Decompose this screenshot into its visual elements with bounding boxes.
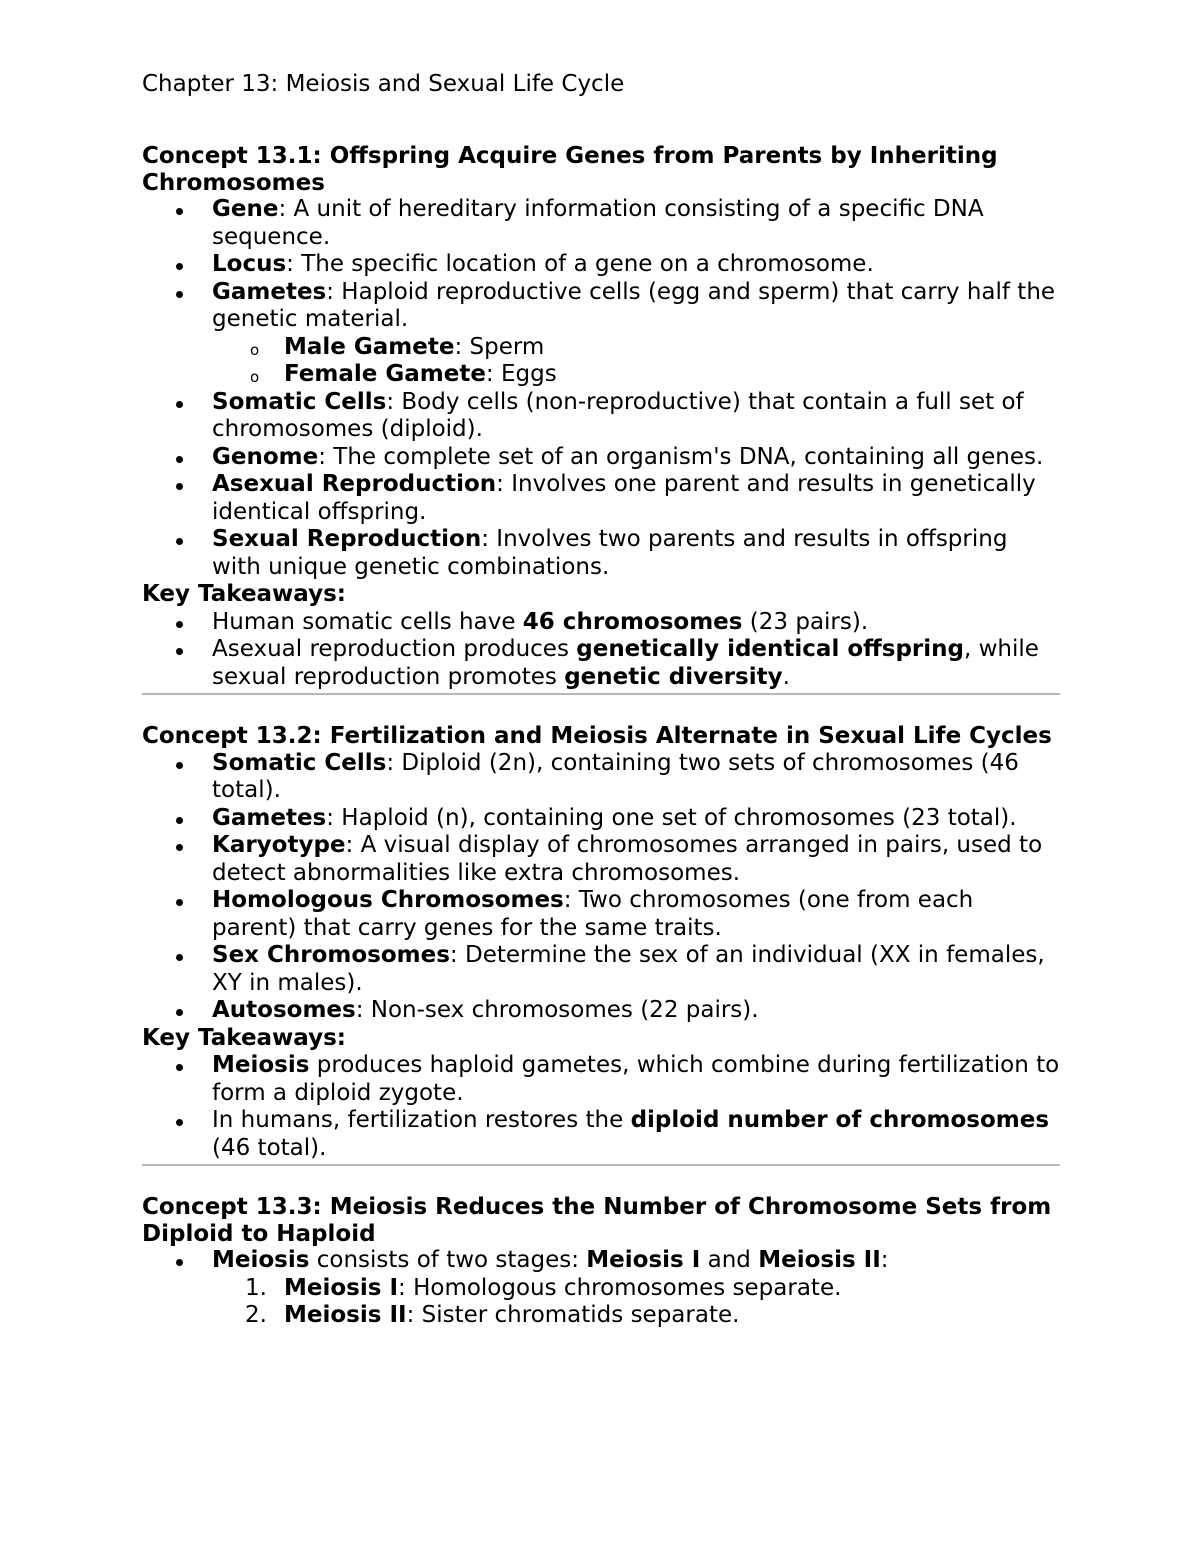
definition-male-gamete: : Sperm: [454, 333, 545, 360]
list-item-somatic-cells: [142, 389, 1060, 444]
concept-13-1-section: [142, 143, 1060, 691]
definition-gene: : A unit of hereditary information consisting of a specific DNA sequence.: [212, 196, 984, 250]
term-gene: Gene: [212, 196, 279, 222]
term-gametes: Gametes: [212, 804, 327, 831]
definition-somatic-cells: : Diploid (2n), containing two sets of chromosomes (46 total).: [212, 749, 1019, 803]
list-item-karyotype: [142, 832, 1060, 887]
term-sexual-reproduction: Sexual Reproduction: [212, 526, 482, 552]
takeaway-text: In humans, fertilization restores the: [212, 1107, 631, 1133]
concept-13-2-takeaways-list: [142, 1052, 1060, 1162]
sublist-item-female-gamete: [212, 361, 1060, 389]
definition-locus: : The specific location of a gene on a chromosome.: [286, 251, 874, 277]
term-meiosis-i: Meiosis I: [586, 1247, 701, 1273]
takeaway-emphasis: 46 chromosomes: [522, 608, 743, 635]
term-meiosis-i: Meiosis I: [284, 1274, 399, 1301]
term-meiosis-ii: Meiosis II: [758, 1247, 881, 1273]
takeaway-text: , while sexual reproduction promotes: [212, 636, 1039, 690]
term-gametes: Gametes: [212, 278, 327, 305]
term-locus: Locus: [212, 251, 287, 277]
concept-13-1-takeaways-list: [142, 609, 1060, 692]
definition-female-gamete: : Eggs: [485, 361, 557, 387]
term-asexual-reproduction: Asexual Reproduction: [212, 471, 497, 497]
definition-autosomes: : Non-sex chromosomes (22 pairs).: [355, 997, 759, 1023]
concept-13-2-list: [142, 750, 1060, 1025]
term-karyotype: Karyotype: [212, 832, 346, 858]
meiosis-text: :: [880, 1247, 889, 1273]
list-item-locus: [142, 251, 1060, 279]
meiosis-stages-list: [212, 1275, 1060, 1330]
concept-13-3-heading: Concept 13.3: Meiosis Reduces the Number of Chromosome Sets from Diploid to Haploid: [142, 1194, 1052, 1247]
takeaway-text: (23 pairs).: [742, 608, 869, 635]
list-item-homologous-chromosomes: [142, 887, 1060, 942]
term-genome: Genome: [212, 443, 319, 470]
takeaway-item: [142, 1052, 1060, 1107]
concept-13-3-section: [142, 1194, 1060, 1330]
gamete-sublist: [212, 334, 1060, 389]
stage-number: 2.: [245, 1302, 267, 1328]
takeaway-item: [142, 609, 1060, 637]
concept-13-1-heading: Concept 13.1: Offspring Acquire Genes from Parents by Inheriting Chromosomes: [142, 143, 998, 196]
definition-sex-chromosomes: : Determine the sex of an individual (XX in females, XY in males).: [212, 942, 1045, 996]
list-item-sexual-reproduction: [142, 526, 1060, 581]
list-item-meiosis: [142, 1247, 1060, 1330]
takeaway-emphasis: diploid number of chromosomes: [630, 1107, 1050, 1133]
term-sex-chromosomes: Sex Chromosomes: [212, 942, 450, 968]
document-title: Chapter 13: Meiosis and Sexual Life Cycle: [142, 71, 625, 97]
concept-13-2-heading: Concept 13.2: Fertilization and Meiosis Alternate in Sexual Life Cycles: [142, 723, 1052, 749]
definition-somatic-cells: : Body cells (non-reproductive) that contain a full set of chromosomes (diploid).: [212, 388, 1024, 442]
takeaway-emphasis: genetic diversity: [564, 663, 783, 690]
takeaway-text: .: [782, 663, 790, 690]
concept-13-2-key-takeaways-heading: Key Takeaways:: [142, 1024, 347, 1051]
concept-13-2-section: [142, 723, 1060, 1162]
definition-gametes: : Haploid (n), containing one set of chromosomes (23 total).: [326, 804, 1017, 831]
sublist-item-male-gamete: [212, 334, 1060, 362]
definition-genome: : The complete set of an organism's DNA, containing all genes.: [318, 443, 1044, 470]
section-divider: [142, 693, 1060, 695]
list-item-gene: [142, 196, 1060, 251]
concept-13-1-list: [142, 196, 1060, 581]
definition-homologous-chromosomes: : Two chromosomes (one from each parent) that carry genes for the same traits.: [212, 887, 974, 941]
takeaway-item: [142, 1107, 1060, 1162]
takeaway-emphasis: genetically identical offspring: [576, 636, 964, 662]
section-divider: [142, 1164, 1060, 1166]
takeaway-text: Asexual reproduction produces: [212, 636, 577, 662]
document-page: [142, 70, 1060, 1330]
meiosis-text: and: [700, 1247, 759, 1273]
list-item-asexual-reproduction: [142, 471, 1060, 526]
term-male-gamete: Male Gamete: [284, 333, 455, 360]
list-item-somatic-cells: [142, 750, 1060, 805]
takeaway-text: Human somatic cells have: [212, 608, 523, 635]
definition-meiosis-ii: : Sister chromatids separate.: [406, 1302, 740, 1328]
definition-asexual-reproduction: : Involves one parent and results in genetically identical offspring.: [212, 471, 1036, 525]
takeaway-text: produces haploid gametes, which combine during fertilization to form a diploid zygote.: [212, 1052, 1060, 1106]
term-somatic-cells: Somatic Cells: [212, 749, 387, 776]
stage-item-meiosis-ii: [212, 1302, 1060, 1330]
term-meiosis: Meiosis: [212, 1247, 310, 1273]
list-item-gametes: [142, 805, 1060, 833]
term-homologous-chromosomes: Homologous Chromosomes: [212, 887, 564, 913]
takeaway-text: (46 total).: [212, 1134, 327, 1161]
term-female-gamete: Female Gamete: [284, 361, 486, 387]
term-somatic-cells: Somatic Cells: [212, 388, 387, 415]
definition-sexual-reproduction: : Involves two parents and results in offspring with unique genetic combinations.: [212, 526, 1008, 580]
definition-meiosis-i: : Homologous chromosomes separate.: [398, 1274, 842, 1301]
list-item-sex-chromosomes: [142, 942, 1060, 997]
takeaway-item: [142, 636, 1060, 691]
takeaway-emphasis: Meiosis: [212, 1052, 310, 1078]
list-item-gametes: [142, 279, 1060, 389]
stage-number: 1.: [245, 1274, 267, 1301]
meiosis-text: consists of two stages:: [309, 1247, 587, 1273]
concept-13-3-list: [142, 1247, 1060, 1330]
list-item-genome: [142, 444, 1060, 472]
concept-13-1-key-takeaways-heading: Key Takeaways:: [142, 581, 347, 607]
list-item-autosomes: [142, 997, 1060, 1025]
term-autosomes: Autosomes: [212, 997, 356, 1023]
definition-karyotype: : A visual display of chromosomes arranged in pairs, used to detect abnormalities like extra chromosomes.: [212, 832, 1043, 886]
definition-gametes: : Haploid reproductive cells (egg and sperm) that carry half the genetic material.: [212, 278, 1056, 332]
term-meiosis-ii: Meiosis II: [284, 1302, 407, 1328]
stage-item-meiosis-i: [212, 1275, 1060, 1303]
